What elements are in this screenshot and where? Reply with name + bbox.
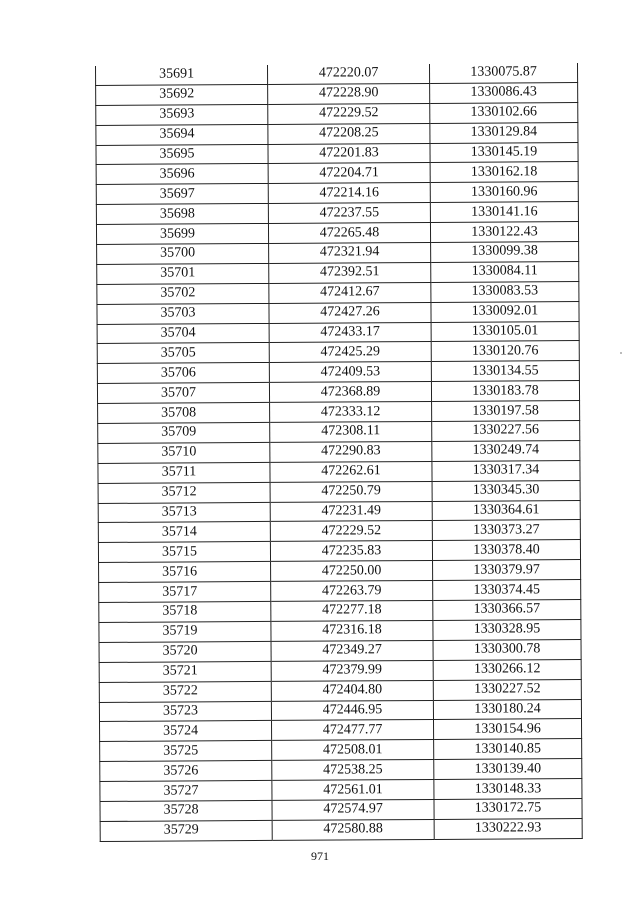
y-coordinate-cell: 1330378.40 bbox=[432, 540, 580, 561]
point-id-cell: 35717 bbox=[99, 582, 271, 603]
point-id-cell: 35726 bbox=[100, 761, 272, 782]
point-id-cell: 35699 bbox=[96, 224, 268, 245]
y-coordinate-cell: 1330172.75 bbox=[434, 798, 582, 819]
y-coordinate-cell: 1330160.96 bbox=[430, 182, 578, 203]
x-coordinate-cell: 472290.83 bbox=[270, 441, 432, 462]
x-coordinate-cell: 472262.61 bbox=[270, 461, 432, 482]
y-coordinate-cell: 1330162.18 bbox=[430, 162, 578, 183]
page-number: 971 bbox=[311, 849, 329, 863]
point-id-cell: 35724 bbox=[100, 721, 272, 742]
x-coordinate-cell: 472574.97 bbox=[272, 799, 434, 820]
x-coordinate-cell: 472349.27 bbox=[271, 640, 433, 661]
point-id-cell: 35722 bbox=[99, 681, 271, 702]
point-id-cell: 35723 bbox=[99, 701, 271, 722]
x-coordinate-cell: 472321.94 bbox=[269, 242, 431, 263]
y-coordinate-cell: 1330328.95 bbox=[433, 619, 581, 640]
y-coordinate-cell: 1330102.66 bbox=[430, 102, 578, 123]
table-row bbox=[100, 818, 582, 841]
point-id-cell: 35696 bbox=[96, 164, 268, 185]
point-id-cell: 35692 bbox=[96, 84, 268, 105]
x-coordinate-cell: 472433.17 bbox=[269, 322, 431, 343]
x-coordinate-cell: 472333.12 bbox=[270, 402, 432, 423]
y-coordinate-cell: 1330197.58 bbox=[432, 401, 580, 422]
point-id-cell: 35707 bbox=[97, 383, 269, 404]
y-coordinate-cell: 1330148.33 bbox=[434, 779, 582, 800]
y-coordinate-cell: 1330379.97 bbox=[433, 560, 581, 581]
y-coordinate-cell: 1330227.56 bbox=[432, 421, 580, 442]
coordinate-table-body bbox=[95, 63, 582, 841]
x-coordinate-cell: 472316.18 bbox=[271, 620, 433, 641]
y-coordinate-cell: 1330099.38 bbox=[431, 242, 579, 263]
point-id-cell: 35701 bbox=[97, 263, 269, 284]
point-id-cell: 35708 bbox=[98, 403, 270, 424]
y-coordinate-cell: 1330300.78 bbox=[433, 639, 581, 660]
point-id-cell: 35702 bbox=[97, 283, 269, 304]
point-id-cell: 35703 bbox=[97, 303, 269, 324]
x-coordinate-cell: 472308.11 bbox=[270, 421, 432, 442]
y-coordinate-cell: 1330366.57 bbox=[433, 600, 581, 621]
x-coordinate-cell: 472446.95 bbox=[271, 700, 433, 721]
point-id-cell: 35711 bbox=[98, 462, 270, 483]
y-coordinate-cell: 1330083.53 bbox=[431, 281, 579, 302]
point-id-cell: 35718 bbox=[99, 601, 271, 622]
point-id-cell: 35729 bbox=[100, 820, 272, 841]
x-coordinate-cell: 472580.88 bbox=[272, 819, 434, 840]
point-id-cell: 35709 bbox=[98, 422, 270, 443]
x-coordinate-cell: 472228.90 bbox=[268, 83, 430, 104]
point-id-cell: 35700 bbox=[97, 243, 269, 264]
point-id-cell: 35693 bbox=[96, 104, 268, 125]
y-coordinate-cell: 1330122.43 bbox=[430, 222, 578, 243]
scan-speck bbox=[620, 352, 622, 354]
y-coordinate-cell: 1330141.16 bbox=[430, 202, 578, 223]
y-coordinate-cell: 1330092.01 bbox=[431, 301, 579, 322]
y-coordinate-cell: 1330266.12 bbox=[433, 659, 581, 680]
x-coordinate-cell: 472409.53 bbox=[269, 362, 431, 383]
y-coordinate-cell: 1330154.96 bbox=[434, 719, 582, 740]
y-coordinate-cell: 1330227.52 bbox=[433, 679, 581, 700]
point-id-cell: 35727 bbox=[100, 780, 272, 801]
x-coordinate-cell: 472229.52 bbox=[268, 103, 430, 124]
y-coordinate-cell: 1330364.61 bbox=[432, 500, 580, 521]
point-id-cell: 35704 bbox=[97, 323, 269, 344]
point-id-cell: 35713 bbox=[98, 502, 270, 523]
x-coordinate-cell: 472379.99 bbox=[271, 660, 433, 681]
point-id-cell: 35716 bbox=[99, 562, 271, 583]
y-coordinate-cell: 1330183.78 bbox=[431, 381, 579, 402]
x-coordinate-cell: 472231.49 bbox=[270, 501, 432, 522]
y-coordinate-cell: 1330374.45 bbox=[433, 580, 581, 601]
y-coordinate-cell: 1330180.24 bbox=[433, 699, 581, 720]
point-id-cell: 35715 bbox=[98, 542, 270, 563]
y-coordinate-cell: 1330120.76 bbox=[431, 341, 579, 362]
x-coordinate-cell: 472214.16 bbox=[268, 183, 430, 204]
x-coordinate-cell: 472412.67 bbox=[269, 282, 431, 303]
x-coordinate-cell: 472208.25 bbox=[268, 123, 430, 144]
point-id-cell: 35694 bbox=[96, 124, 268, 145]
point-id-cell: 35721 bbox=[99, 661, 271, 682]
point-id-cell: 35691 bbox=[95, 65, 267, 85]
x-coordinate-cell: 472392.51 bbox=[269, 262, 431, 283]
y-coordinate-cell: 1330134.55 bbox=[431, 361, 579, 382]
x-coordinate-cell: 472220.07 bbox=[267, 64, 429, 84]
x-coordinate-cell: 472265.48 bbox=[268, 223, 430, 244]
x-coordinate-cell: 472263.79 bbox=[271, 581, 433, 602]
x-coordinate-cell: 472368.89 bbox=[269, 382, 431, 403]
point-id-cell: 35697 bbox=[96, 184, 268, 205]
x-coordinate-cell: 472201.83 bbox=[268, 143, 430, 164]
y-coordinate-cell: 1330084.11 bbox=[431, 261, 579, 282]
x-coordinate-cell: 472229.52 bbox=[270, 521, 432, 542]
y-coordinate-cell: 1330145.19 bbox=[430, 142, 578, 163]
point-id-cell: 35728 bbox=[100, 800, 272, 821]
x-coordinate-cell: 472277.18 bbox=[271, 600, 433, 621]
point-id-cell: 35720 bbox=[99, 641, 271, 662]
point-id-cell: 35695 bbox=[96, 144, 268, 165]
point-id-cell: 35714 bbox=[98, 522, 270, 543]
point-id-cell: 35705 bbox=[97, 343, 269, 364]
point-id-cell: 35706 bbox=[97, 363, 269, 384]
x-coordinate-cell: 472250.00 bbox=[271, 561, 433, 582]
x-coordinate-cell: 472250.79 bbox=[270, 481, 432, 502]
y-coordinate-cell: 1330105.01 bbox=[431, 321, 579, 342]
y-coordinate-cell: 1330129.84 bbox=[430, 122, 578, 143]
y-coordinate-cell: 1330345.30 bbox=[432, 480, 580, 501]
y-coordinate-cell: 1330222.93 bbox=[434, 818, 582, 839]
point-id-cell: 35725 bbox=[100, 741, 272, 762]
x-coordinate-cell: 472477.77 bbox=[272, 720, 434, 741]
x-coordinate-cell: 472427.26 bbox=[269, 302, 431, 323]
point-id-cell: 35698 bbox=[96, 204, 268, 225]
y-coordinate-cell: 1330373.27 bbox=[432, 520, 580, 541]
y-coordinate-cell: 1330317.34 bbox=[432, 460, 580, 481]
point-id-cell: 35710 bbox=[98, 442, 270, 463]
x-coordinate-cell: 472404.80 bbox=[271, 680, 433, 701]
x-coordinate-cell: 472425.29 bbox=[269, 342, 431, 363]
point-id-cell: 35719 bbox=[99, 621, 271, 642]
x-coordinate-cell: 472235.83 bbox=[270, 541, 432, 562]
y-coordinate-cell: 1330249.74 bbox=[432, 440, 580, 461]
point-id-cell: 35712 bbox=[98, 482, 270, 503]
y-coordinate-cell: 1330139.40 bbox=[434, 759, 582, 780]
y-coordinate-cell: 1330140.85 bbox=[434, 739, 582, 760]
x-coordinate-cell: 472237.55 bbox=[268, 203, 430, 224]
x-coordinate-cell: 472561.01 bbox=[272, 780, 434, 801]
x-coordinate-cell: 472508.01 bbox=[272, 740, 434, 761]
x-coordinate-cell: 472204.71 bbox=[268, 163, 430, 184]
coordinate-table bbox=[95, 63, 583, 842]
y-coordinate-cell: 1330075.87 bbox=[429, 63, 577, 83]
y-coordinate-cell: 1330086.43 bbox=[430, 82, 578, 103]
x-coordinate-cell: 472538.25 bbox=[272, 760, 434, 781]
